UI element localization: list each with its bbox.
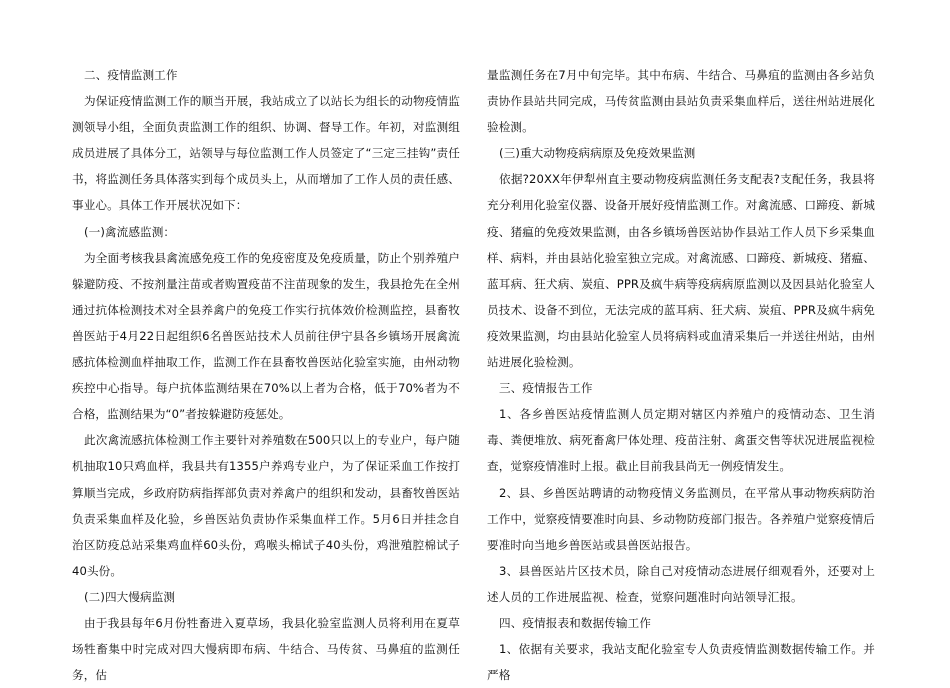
section-heading: 二、疫情监测工作: [84, 68, 178, 82]
subsection-heading: (二)四大慢病监测: [84, 589, 176, 604]
continued-paragraph: 量监测任务在7月中旬完毕。其中布病、牛结合、马鼻疽的监测由各乡站负责协作县站共同完成，马传贫监测由县站负责采集血样后，送往州站进展化验检测。: [487, 68, 875, 135]
subsection-heading: (三)重大动物疫病病原及免疫效果监测: [499, 146, 696, 161]
body-paragraph: 为全面考核我县禽流感免疫工作的免疫密度及免疫质量，防止个别养殖户躲避防疫、不按剂量注苗或者购置疫苗不注苗现象的发生，我县抢先在全州通过抗体检测技术对全县养禽户的免疫工作实行抗体效价检测监控，县畜牧兽医站于4月22日起组织6名兽医站技术人员前往伊宁县各乡镇场开展禽流感抗体检测血样抽取工作，监测工作在县畜牧兽医站化验室实施，由州动物疾控中心指导。每户抗体监测结果在70%以上者为合格，低于70%者为不合格，监测结果为“0”者按躲避防疫惩处。: [72, 250, 460, 422]
section-heading: 三、疫情报告工作: [499, 381, 593, 396]
section-heading: 四、疫情报表和数据传输工作: [499, 615, 652, 630]
body-paragraph: 1、依据有关要求，我站支配化验室专人负责疫情监测数据传输工作。并严格: [487, 642, 875, 683]
body-paragraph: 3、县兽医站片区技术员，除自己对疫情动态进展仔细观看外，还要对上述人员的工作进展监视、检查，觉察问题准时向站领导汇报。: [487, 563, 875, 604]
body-paragraph: 为保证疫情监测工作的顺当开展，我站成立了以站长为组长的动物疫情监测领导小组，全面负责监测工作的组织、协调、督导工作。年初，对监测组成员进展了具体分工，站领导与每位监测工作人员签定了“三定三挂钩”责任书，将监测任务具体落实到每个成员头上，从而增加了工作人员的责任感、事业心。具体工作开展状况如下：: [72, 94, 460, 213]
body-paragraph: 2、县、乡兽医站聘请的动物疫情义务监测员，在平常从事动物疾病防治工作中，觉察疫情要准时向县、乡动物防疫部门报告。各养殖户觉察疫情后要准时向当地乡兽医站或县兽医站报告。: [487, 485, 875, 552]
subsection-heading: (一)禽流感监测：: [84, 224, 176, 239]
right-column: [487, 62, 875, 688]
body-paragraph: 1、各乡兽医站疫情监测人员定期对辖区内养殖户的疫情动态、卫生消毒、粪便堆放、病死畜禽尸体处理、疫苗注射、禽蛋交售等状况进展监视检查，觉察疫情准时上报。截止目前我县尚无一例疫情发生。: [487, 407, 875, 474]
body-paragraph: 依据?20XX年伊犁州直主要动物疫病监测任务支配表?支配任务，我县将充分利用化验室仪器、设备开展好疫情监测工作。对禽流感、口蹄疫、新城疫、猪瘟的免疫效果监测，由各乡镇场兽医站协作县站工作人员下乡采集血样、病料，并由县站化验室独立完成。对禽流感、口蹄疫、新城疫、猪瘟、蓝耳病、狂犬病、炭疽、PPR及疯牛病等疫病病原监测以及因县站化验室人员技术、设备不到位，无法完成的蓝耳病、狂犬病、炭疽、PPR及疯牛病免疫效果监测，均由县站化验室人员将病料或血清采集后一并送往州站，由州站进展化验检测。: [487, 172, 875, 370]
body-paragraph: 此次禽流感抗体检测工作主要针对养殖数在500只以上的专业户，每户随机抽取10只鸡血样，我县共有1355户养鸡专业户，为了保证采血工作按打算顺当完成，乡政府防病指挥部负责对养禽户的组织和发动，县畜牧兽医站负责采集血样及化验，乡兽医站负责协作采集血样工作。5月6日并挂念自治区防疫总站采集鸡血样60头份，鸡喉头棉试子40头份，鸡泄殖腔棉试子40头份。: [72, 433, 460, 578]
body-paragraph: 由于我县每年6月份牲畜进入夏草场，我县化验室监测人员将利用在夏草场牲畜集中时完成对四大慢病即布病、牛结合、马传贫、马鼻疽的监测任务，估: [72, 615, 460, 683]
left-column: [72, 62, 460, 688]
